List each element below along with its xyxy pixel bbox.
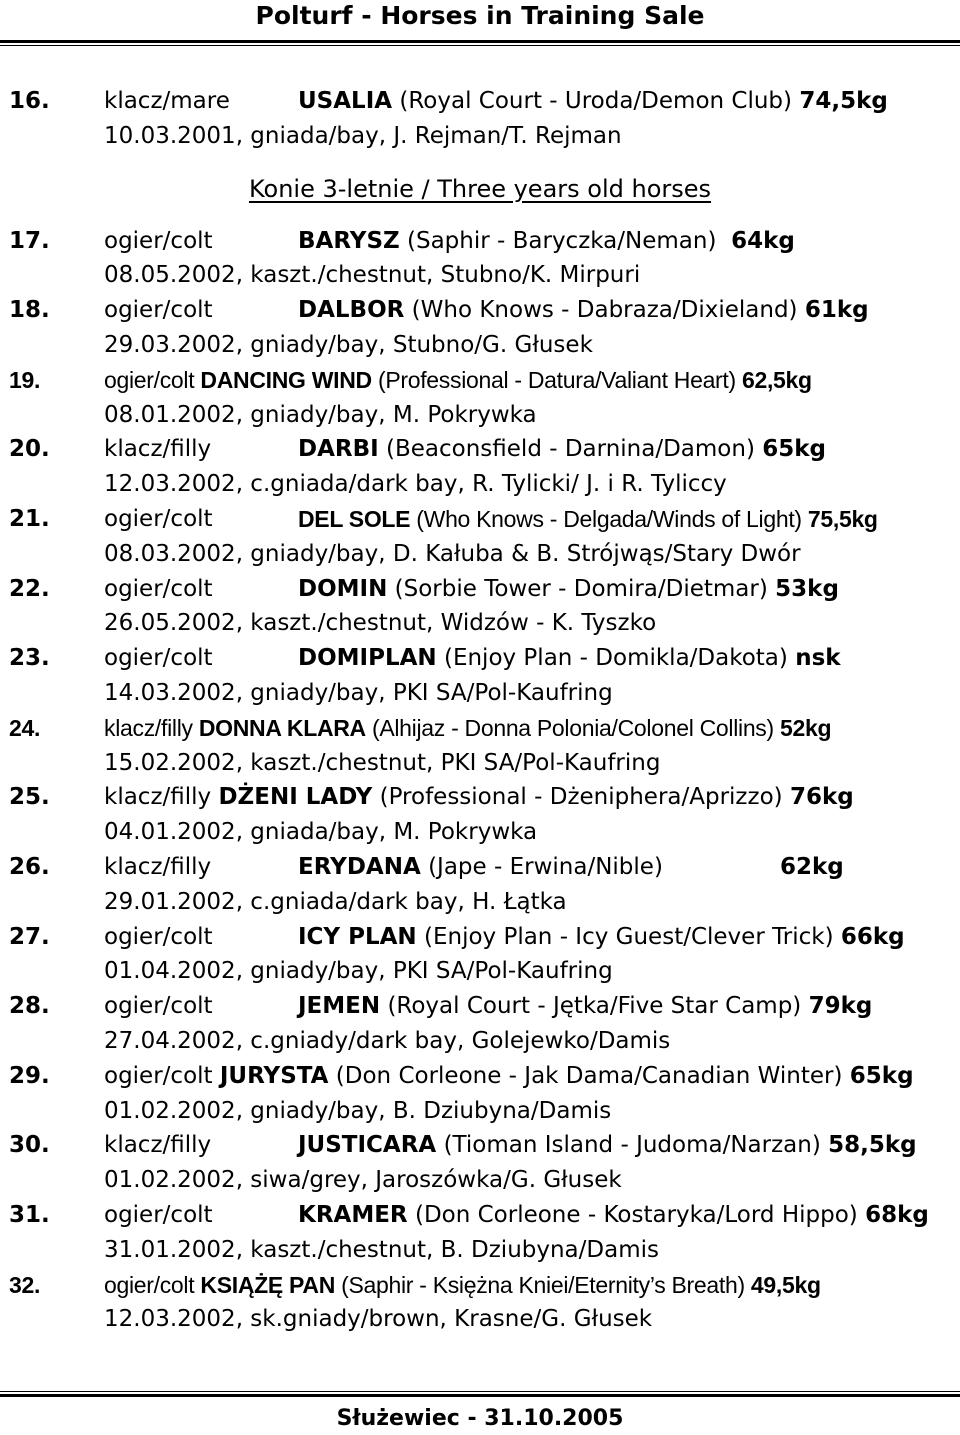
horse-weight: 61kg (804, 297, 869, 324)
horse-weight: 65kg (762, 436, 827, 463)
horse-pedigree: (Alhijaz - Donna Polonia/Colonel Collins) (371, 714, 774, 741)
lot-number: 23. (9, 645, 50, 672)
lot-details: 31.01.2002, kaszt./chestnut, B. Dziubyna/Damis (104, 1236, 659, 1263)
lot-horse-entry (298, 641, 841, 676)
horse-name: KRAMER (298, 1201, 408, 1228)
horse-name: USALIA (298, 88, 393, 114)
lot-number: 27. (9, 923, 50, 950)
lot-17-details (0, 258, 960, 293)
horse-weight: 64kg (731, 227, 795, 254)
lot-details: 27.04.2002, c.gniady/dark bay, Golejewko/Damis (104, 1027, 671, 1054)
lot-sex: klacz/filly (104, 853, 212, 880)
horse-name: DONNA KLARA (198, 714, 366, 741)
horse-pedigree: (Enjoy Plan - Domikla/Dakota) (443, 645, 788, 672)
horse-pedigree: (Sorbie Tower - Domira/Dietmar) (394, 575, 768, 602)
lot-30-details (0, 1163, 960, 1198)
lot-25-details (0, 815, 960, 850)
horse-weight: 76kg (789, 784, 854, 811)
lot-details: 01.02.2002, siwa/grey, Jaroszówka/G. Głusek (104, 1167, 622, 1194)
header-rule-thin (0, 45, 960, 46)
lot-18-main (0, 293, 960, 328)
horse-pedigree: (Royal Court - Uroda/Demon Club) (399, 88, 793, 114)
lot-26-main (0, 850, 960, 885)
lot-29-details (0, 1094, 960, 1129)
horse-pedigree: (Saphir - Baryczka/Neman) (407, 227, 717, 254)
lot-number: 31. (9, 1201, 50, 1228)
horse-weight: 62kg (780, 853, 844, 880)
lot-number: 32. (9, 1271, 41, 1298)
lot-details: 01.04.2002, gniady/bay, PKI SA/Pol-Kaufring (104, 958, 613, 985)
horse-weight: 66kg (840, 923, 905, 950)
lot-horse-entry (104, 711, 831, 746)
lot-details: 04.01.2002, gniada/bay, M. Pokrywka (104, 819, 538, 846)
lot-horse-entry (104, 1268, 821, 1303)
horse-pedigree: (Tioman Island - Judoma/Narzan) (443, 1132, 821, 1159)
horse-pedigree: (Professional - Dżeniphera/Aprizzo) (379, 784, 783, 811)
lot-21-main (0, 502, 960, 537)
lot-number: 22. (9, 575, 50, 602)
horse-name: DOMIN (298, 575, 388, 602)
lot-26-details (0, 885, 960, 920)
horse-weight: 53kg (775, 575, 839, 602)
lot-horse-entry (298, 502, 878, 537)
lot-sex: klacz/filly (104, 436, 212, 463)
horse-weight: 75,5kg (807, 505, 878, 532)
page-footer: Służewiec - 31.10.2005 (336, 1406, 624, 1431)
horse-weight: 58,5kg (828, 1132, 917, 1159)
lot-sex: klacz/filly (104, 784, 212, 811)
footer-rule (0, 1394, 960, 1397)
lot-number: 25. (9, 784, 50, 811)
horse-name: KSIĄŻĘ PAN (200, 1271, 336, 1298)
horse-pedigree: (Who Knows - Delgada/Winds of Light) (416, 505, 802, 532)
horse-weight: 65kg (849, 1062, 914, 1089)
lot-number: 19. (9, 366, 41, 393)
lot-number: 29. (9, 1062, 50, 1089)
lot-sex: ogier/colt (104, 366, 195, 393)
lot-28-details (0, 1024, 960, 1059)
lot-horse-entry (104, 363, 812, 398)
horse-pedigree: (Don Corleone - Kostaryka/Lord Hippo) (414, 1201, 858, 1228)
lot-18-details (0, 328, 960, 363)
horse-pedigree: (Don Corleone - Jak Dama/Canadian Winter) (335, 1062, 843, 1089)
lot-20-details (0, 467, 960, 502)
lot-details: 15.02.2002, kaszt./chestnut, PKI SA/Pol-Kaufring (104, 749, 661, 776)
lot-sex: klacz/filly (104, 1132, 212, 1159)
lot-number: 30. (9, 1132, 50, 1159)
lot-32-main (0, 1268, 960, 1303)
horse-weight: nsk (795, 645, 841, 672)
horse-pedigree: (Royal Court - Jętka/Five Star Camp) (387, 993, 802, 1020)
lot-sex: ogier/colt (104, 575, 213, 602)
lot-horse-entry (298, 850, 663, 885)
horse-name: DŻENI LADY (218, 784, 373, 811)
lot-horse-entry (298, 293, 869, 328)
lot-details: 10.03.2001, gniada/bay, J. Rejman/T. Rejman (104, 122, 622, 149)
horse-name: DANCING WIND (200, 366, 372, 393)
lot-number: 18. (9, 297, 50, 324)
horse-name: DARBI (298, 436, 379, 463)
horse-name: ERYDANA (298, 853, 421, 880)
page-header: Polturf - Horses in Training Sale (255, 1, 705, 30)
lot-25-main (0, 780, 960, 815)
lot-32-details (0, 1302, 960, 1337)
horse-name: DOMIPLAN (298, 645, 437, 672)
lot-24-main (0, 711, 960, 746)
lot-details: 29.01.2002, c.gniada/dark bay, H. Łątka (104, 888, 567, 915)
horse-name: DALBOR (298, 297, 405, 324)
lot-20-main (0, 432, 960, 467)
lot-horse-entry (298, 989, 872, 1024)
section-title: Konie 3-letnie / Three years old horses (248, 174, 712, 203)
lot-horse-entry (298, 572, 839, 607)
lot-number: 17. (9, 227, 50, 254)
lot-number: 16. (9, 88, 50, 114)
horse-name: BARYSZ (298, 227, 400, 254)
horse-weight: 52kg (779, 714, 832, 741)
horse-pedigree: (Jape - Erwina/Nible) (428, 853, 663, 880)
lot-28-main (0, 989, 960, 1024)
horse-name: JUSTICARA (298, 1132, 437, 1159)
lot-23-details (0, 676, 960, 711)
horse-weight: 68kg (865, 1201, 929, 1228)
lot-details: 08.01.2002, gniady/bay, M. Pokrywka (104, 401, 537, 428)
lot-30-main (0, 1128, 960, 1163)
lot-number: 28. (9, 993, 50, 1020)
header-rule (0, 40, 960, 43)
lot-details: 01.02.2002, gniady/bay, B. Dziubyna/Damis (104, 1097, 612, 1124)
lot-19-main (0, 363, 960, 398)
lot-details: 08.03.2002, gniady/bay, D. Kałuba & B. Strójwąs/Stary Dwór (104, 540, 801, 567)
lot-22-details (0, 606, 960, 641)
lot-sex: ogier/colt (104, 1271, 195, 1298)
horse-pedigree: (Enjoy Plan - Icy Guest/Clever Trick) (423, 923, 834, 950)
lot-details: 12.03.2002, sk.gniady/brown, Krasne/G. Głusek (104, 1306, 653, 1333)
horse-weight: 49,5kg (750, 1271, 821, 1298)
horse-name: DEL SOLE (298, 505, 411, 532)
lot-21-details (0, 537, 960, 572)
lot-horse-entry (298, 432, 826, 467)
horse-name: JEMEN (298, 993, 381, 1020)
horse-weight: 62,5kg (741, 366, 812, 393)
lot-horse-entry (298, 1128, 917, 1163)
lot-sex: ogier/colt (104, 505, 213, 532)
lot-horse-entry (298, 1198, 929, 1233)
horse-weight: 74,5kg (799, 88, 888, 114)
horse-pedigree: (Beaconsfield - Darnina/Damon) (386, 436, 755, 463)
footer-rule-thin (0, 1391, 960, 1392)
lot-details: 29.03.2002, gniady/bay, Stubno/G. Głusek (104, 331, 593, 358)
horse-name: JURYSTA (219, 1062, 329, 1089)
lot-horse-entry (298, 920, 905, 955)
lot-16-details (0, 119, 960, 154)
lot-number: 21. (9, 505, 50, 532)
lot-31-details (0, 1233, 960, 1268)
lot-number: 20. (9, 436, 50, 463)
horse-pedigree: (Saphir - Księżna Kniei/Eternity’s Breath) (341, 1271, 745, 1298)
lot-22-main (0, 572, 960, 607)
lot-sex: ogier/colt (104, 297, 213, 324)
lot-29-main (0, 1059, 960, 1094)
lot-sex: ogier/colt (104, 227, 213, 254)
lot-sex: ogier/colt (104, 645, 213, 672)
lot-sex: ogier/colt (104, 1062, 213, 1089)
lot-sex: ogier/colt (104, 923, 213, 950)
lot-details: 08.05.2002, kaszt./chestnut, Stubno/K. Mirpuri (104, 262, 641, 289)
lot-details: 12.03.2002, c.gniada/dark bay, R. Tylicki/ J. i R. Tyliccy (104, 471, 727, 498)
lot-24-details (0, 746, 960, 781)
lot-16-main (0, 84, 960, 119)
lot-27-main (0, 920, 960, 955)
lot-horse-entry (104, 780, 854, 815)
lot-31-main (0, 1198, 960, 1233)
lot-23-main (0, 641, 960, 676)
lot-sex: klacz/filly (104, 714, 193, 741)
lot-number: 26. (9, 853, 50, 880)
lot-horse-entry (298, 224, 795, 259)
horse-name: ICY PLAN (298, 923, 417, 950)
lot-details: 26.05.2002, kaszt./chestnut, Widzów - K. Tyszko (104, 610, 657, 637)
horse-pedigree: (Who Knows - Dabraza/Dixieland) (411, 297, 798, 324)
horse-weight: 79kg (808, 993, 873, 1020)
lot-sex: ogier/colt (104, 993, 213, 1020)
lot-number: 24. (9, 714, 41, 741)
lot-sex: ogier/colt (104, 1201, 213, 1228)
lot-horse-entry (298, 84, 888, 119)
lot-19-details (0, 398, 960, 433)
lot-details: 14.03.2002, gniady/bay, PKI SA/Pol-Kaufring (104, 679, 613, 706)
horse-pedigree: (Professional - Datura/Valiant Heart) (377, 366, 736, 393)
lot-27-details (0, 954, 960, 989)
lot-17-main (0, 224, 960, 259)
sale-catalogue (0, 84, 960, 1337)
lot-sex: klacz/mare (104, 88, 230, 114)
lot-horse-entry (104, 1059, 914, 1094)
